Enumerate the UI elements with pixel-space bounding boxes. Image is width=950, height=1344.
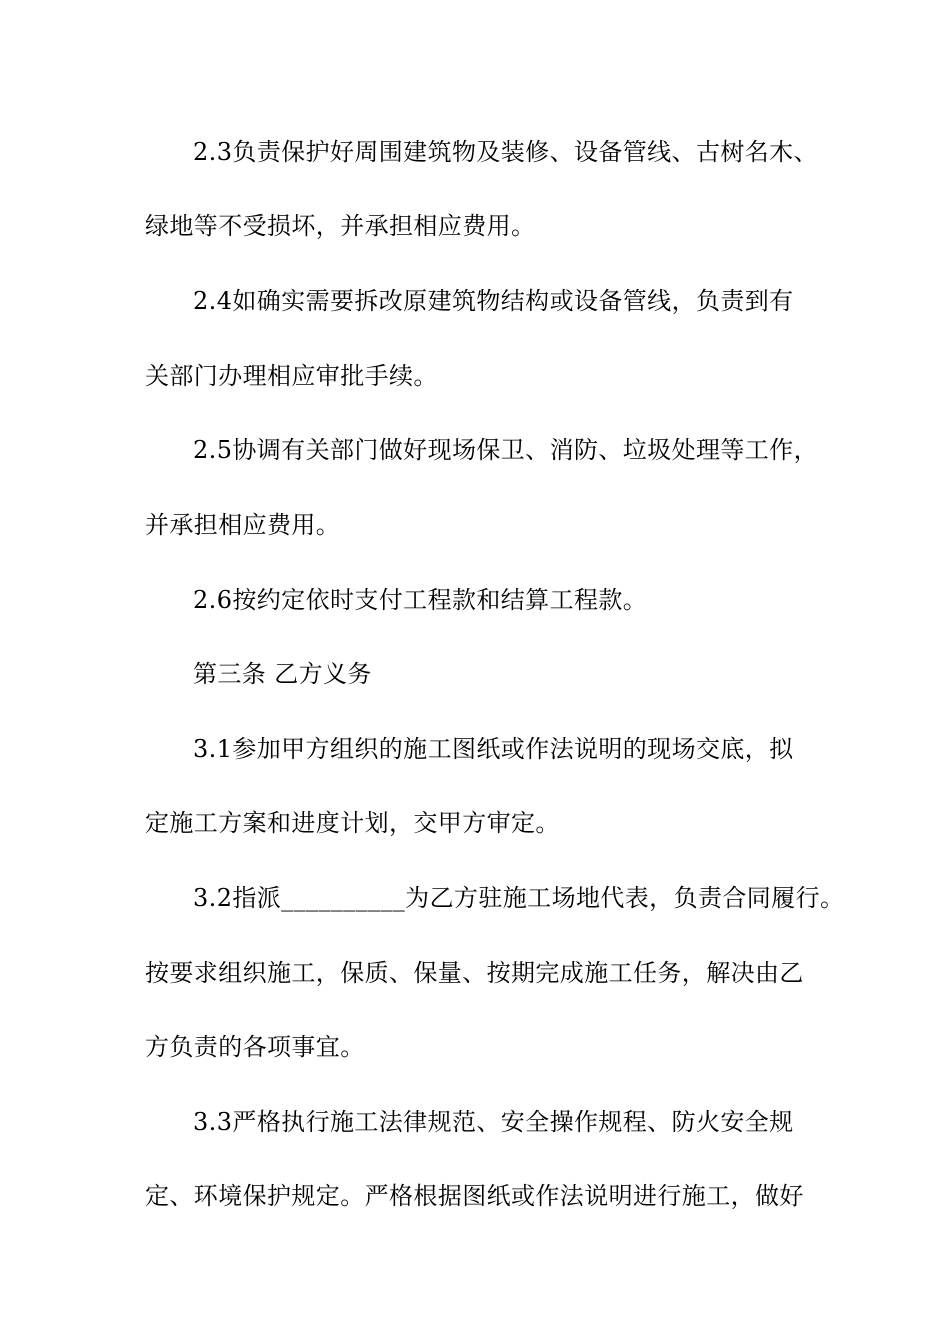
paragraph-3-2-line-1: 3.2指派__________为乙方驻施工场地代表，负责合同履行。	[193, 884, 845, 912]
paragraph-2-3-line-1: 2.3负责保护好周围建筑物及装修、设备管线、古树名木、	[193, 138, 818, 166]
paragraph-3-1-line-1: 3.1参加甲方组织的施工图纸或作法说明的现场交底，拟	[193, 735, 794, 763]
paragraph-3-3-line-1: 3.3严格执行施工法律规范、安全操作规程、防火安全规	[193, 1108, 794, 1136]
paragraph-2-4-line-2: 关部门办理相应审批手续。	[145, 362, 438, 390]
section-heading-article-3: 第三条 乙方义务	[193, 660, 372, 688]
paragraph-3-2-line-2: 按要求组织施工，保质、保量、按期完成施工任务，解决由乙	[145, 959, 804, 987]
paragraph-2-5-line-1: 2.5协调有关部门做好现场保卫、消防、垃圾处理等工作，	[193, 436, 818, 464]
paragraph-2-4-line-1: 2.4如确实需要拆改原建筑物结构或设备管线，负责到有	[193, 287, 794, 315]
paragraph-2-5-line-2: 并承担相应费用。	[145, 511, 341, 539]
paragraph-3-1-line-2: 定施工方案和进度计划，交甲方审定。	[145, 809, 560, 837]
paragraph-2-3-line-2: 绿地等不受损坏，并承担相应费用。	[145, 212, 536, 240]
paragraph-2-6: 2.6按约定依时支付工程款和结算工程款。	[193, 586, 648, 614]
paragraph-3-3-line-2: 定、环境保护规定。严格根据图纸或作法说明进行施工，做好	[145, 1182, 804, 1210]
paragraph-3-2-line-3: 方负责的各项事宜。	[145, 1033, 365, 1061]
